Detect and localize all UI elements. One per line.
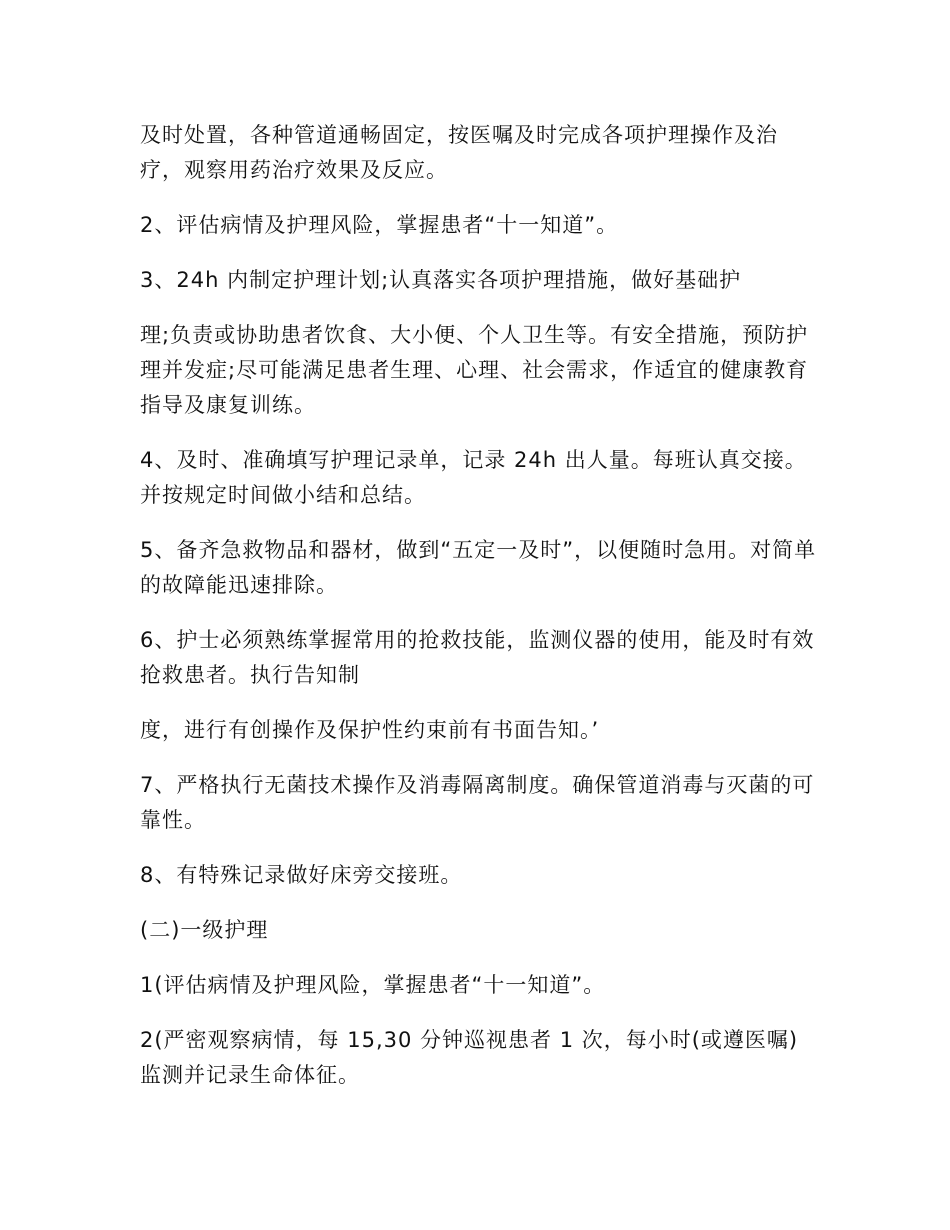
paragraph-item-4: 4、及时、准确填写护理记录单，记录 24h 出人量。每班认真交接。并按规定时间做小结和总结。 — [140, 448, 807, 507]
paragraph-item-3-continued: 理;负责或协助患者饮食、大小便、个人卫生等。有安全措施，预防护理并发症;尽可能满足患者生理、心理、社会需求，作适宜的健康教育指导及康复训练。 — [140, 323, 809, 417]
paragraph-item-5: 5、备齐急救物品和器材，做到“五定一及时”，以便随时急用。对简单的故障能迅速排除。 — [140, 538, 817, 597]
paragraph-item-3: 3、24h 内制定护理计划;认真落实各项护理措施，做好基础护 — [140, 268, 742, 292]
paragraph-item-2: 2、评估病情及护理风险，掌握患者“十一知道”。 — [140, 213, 619, 237]
paragraph-level-one-item-2: 2(严密观察病情，每 15,30 分钟巡视患者 1 次，每小时(或遵医嘱)监测并记录生命体征。 — [140, 1028, 799, 1087]
paragraph-level-one-item-1: 1(评估病情及护理风险，掌握患者“十一知道”。 — [140, 973, 606, 997]
paragraph-item-6: 6、护士必须熟练掌握常用的抢救技能，监测仪器的使用，能及时有效抢救患者。执行告知制 — [140, 628, 815, 687]
section-heading-level-one-care: (二)一级护理 — [140, 918, 269, 942]
document-body — [140, 118, 820, 1113]
paragraph-item-7: 7、严格执行无菌技术操作及消毒隔离制度。确保管道消毒与灭菌的可靠性。 — [140, 773, 815, 832]
paragraph-item-8: 8、有特殊记录做好床旁交接班。 — [140, 863, 463, 887]
paragraph-item-6-continued: 度，进行有创操作及保护性约束前有书面告知。’ — [140, 718, 600, 742]
paragraph-disposal: 及时处置，各种管道通畅固定，按医嘱及时完成各项护理操作及治疗，观察用药治疗效果及反应。 — [140, 123, 778, 182]
